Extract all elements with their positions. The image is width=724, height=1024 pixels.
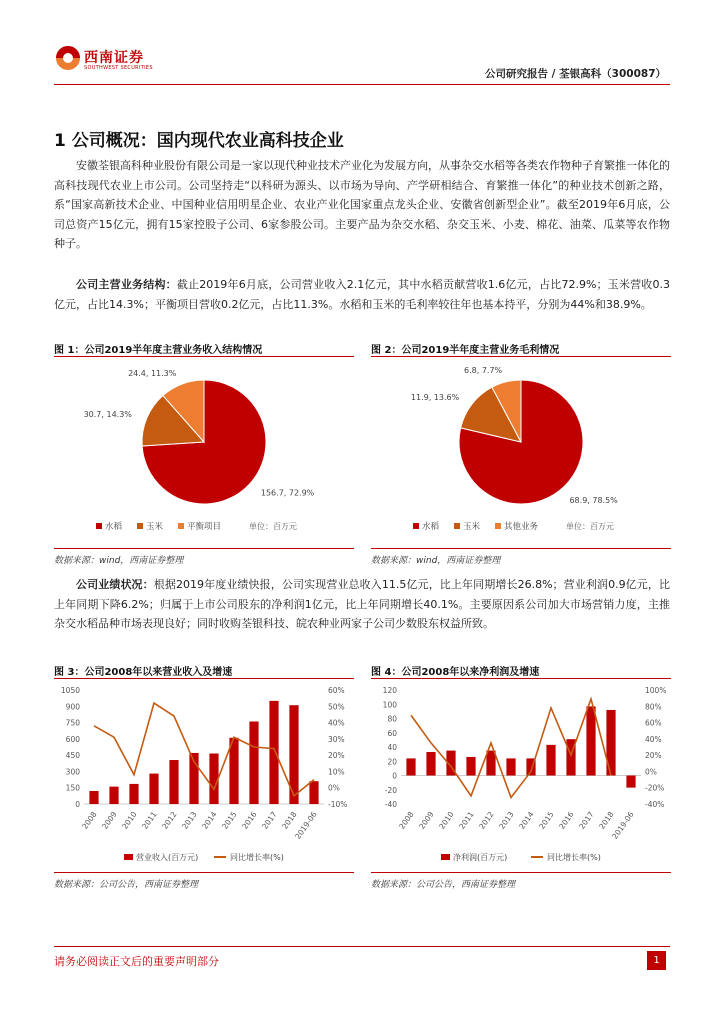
- bar1-x-tick-2: 2010: [120, 809, 139, 831]
- bar2-bar-4: [486, 751, 495, 776]
- figure-2-caption-rule: [371, 356, 671, 357]
- bar2-x-tick-0: 2008: [397, 809, 416, 831]
- bar1-legend-bar-swatch: [124, 854, 133, 860]
- bar2-y-right-tick-2: 0%: [645, 767, 657, 777]
- pie1-data-label-1: 30.7, 14.3%: [83, 409, 132, 419]
- bar1-bar-9: [269, 701, 278, 804]
- bar1-x-tick-5: 2013: [180, 809, 199, 831]
- bar2-bar-11: [626, 776, 635, 788]
- bar2-legend-bar-swatch: [441, 854, 450, 860]
- bar2-y-right-tick-4: 40%: [645, 734, 662, 744]
- section-title: 1 公司概况：国内现代农业高科技企业: [54, 131, 344, 151]
- bar1-bar-11: [309, 781, 318, 804]
- bar1-x-tick-6: 2014: [200, 809, 219, 831]
- bar1-y-left-tick-5: 750: [65, 718, 80, 728]
- bar1-x-tick-9: 2017: [260, 809, 279, 831]
- bar2-x-tick-4: 2012: [477, 809, 496, 831]
- brand-name-en: SOUTHWEST SECURITIES: [84, 65, 153, 71]
- footer-divider: [54, 946, 670, 947]
- bar2-bar-5: [506, 758, 515, 775]
- paragraph-business: [54, 275, 670, 314]
- bar2-y-right-tick-5: 60%: [645, 718, 662, 728]
- pie2-legend-label-0: 水稻: [422, 522, 440, 532]
- figure-2-bottom-rule: [371, 548, 671, 549]
- figure-3-caption: 图 3：公司2008年以来营业收入及增速: [54, 667, 233, 678]
- combo-chart-net-profit: [371, 682, 671, 870]
- pie-chart-revenue: [54, 360, 354, 545]
- bar1-bar-4: [169, 760, 178, 804]
- paragraph-business-lead: 公司主营业务结构：: [76, 278, 177, 291]
- bar1-x-tick-8: 2016: [240, 809, 259, 831]
- paragraph-performance: [54, 575, 670, 634]
- pie1-legend-label-2: 平衡项目: [187, 522, 222, 532]
- bar2-y-left-tick-1: -20: [384, 785, 397, 795]
- bar1-y-left-tick-7: 1050: [60, 686, 80, 695]
- bar1-y-left-tick-6: 900: [65, 702, 80, 712]
- bar1-y-left-tick-2: 300: [65, 767, 80, 777]
- bar2-bar-1: [426, 752, 435, 776]
- bar2-bar-0: [406, 758, 415, 775]
- figure-4-caption: 图 4：公司2008年以来净利润及增速: [371, 667, 540, 678]
- bar2-x-tick-5: 2013: [497, 809, 516, 831]
- bar1-y-right-tick-0: -10%: [328, 800, 348, 809]
- bar2-legend-line-label: 同比增长率(%): [547, 853, 601, 862]
- bar2-y-left-tick-5: 60: [387, 728, 397, 738]
- pie2-unit-label: 单位：百万元: [566, 522, 614, 531]
- pie2-legend-swatch-1: [454, 523, 460, 529]
- header-divider: [54, 84, 670, 85]
- bar2-y-left-tick-0: -40: [384, 800, 397, 809]
- bar2-x-tick-7: 2015: [537, 809, 556, 831]
- bar1-bar-2: [129, 784, 138, 804]
- pie2-data-label-1: 11.9, 13.6%: [410, 392, 460, 402]
- bar2-bar-3: [466, 757, 475, 776]
- figure-3-caption-rule: [54, 678, 354, 679]
- bar2-y-right-tick-3: 20%: [645, 751, 662, 761]
- bar2-bar-7: [546, 745, 555, 776]
- bar1-x-tick-7: 2015: [220, 809, 239, 831]
- bar1-y-left-tick-3: 450: [65, 751, 80, 761]
- bar2-growth-line: [411, 699, 611, 798]
- paragraph-performance-text: 根据2019年度业绩快报，公司实现营业总收入11.5亿元，比上年同期增长26.8%；营业利润0.9亿元，比上年同期下降6.2%；归属于上市公司股东的净利润1亿元，比上年同期增长40.1%。主要原因系公司加大市场营销力度，主推杂交水稻品种市场表现良好；同时收购荃银科技、皖农种业两家子公司少数股东权益所致。: [54, 578, 671, 630]
- bar1-y-right-tick-4: 30%: [328, 734, 345, 744]
- bar1-x-tick-10: 2018: [280, 809, 299, 831]
- paragraph-performance-lead: 公司业绩状况：: [76, 578, 154, 591]
- page-number: 1: [647, 951, 666, 970]
- figure-3-bottom-rule: [54, 872, 354, 873]
- bar2-y-right-tick-0: -40%: [645, 800, 665, 809]
- bar2-x-tick-6: 2014: [517, 809, 536, 831]
- pie1-data-label-2: 24.4, 11.3%: [128, 368, 177, 378]
- bar1-y-right-tick-5: 40%: [328, 718, 345, 728]
- bar2-x-tick-2: 2010: [437, 809, 456, 831]
- bar2-y-left-tick-4: 40: [387, 743, 397, 752]
- figure-3-source: 数据来源：公司公告，西南证券整理: [54, 880, 199, 890]
- figure-2-caption: 图 2：公司2019半年度主营业务毛利情况: [371, 345, 560, 356]
- bar1-y-left-tick-1: 150: [65, 783, 80, 793]
- pie1-data-label-0: 156.7, 72.9%: [260, 488, 315, 498]
- footer-disclaimer: 请务必阅读正文后的重要声明部分: [54, 955, 219, 968]
- bar1-y-left-tick-4: 600: [65, 734, 80, 744]
- bar1-x-tick-3: 2011: [140, 809, 159, 831]
- bar1-y-right-tick-3: 20%: [328, 751, 345, 761]
- paragraph-overview-text: 安徽荃银高科种业股份有限公司是一家以现代种业技术产业化为发展方向，从事杂交水稻等各类农作物种子育繁推一体化的高科技现代农业上市公司。公司坚持走“以科研为源头、以市场为导向、产学研相结合、育繁推一体化”的种业技术创新之路，系“国家高新技术企业、中国种业信用明星企业、农业产业化国家重点龙头企业、安徽省创新型企业”。截至2019年6月底，公司总资产15亿元，拥有15家控股子公司、6家参股公司。主要产品为杂交水稻、杂交玉米、小麦、棉花、油菜、瓜菜等农作物种子。: [54, 159, 670, 250]
- bar2-x-tick-9: 2017: [577, 809, 596, 831]
- pie1-legend-label-1: 玉米: [146, 522, 164, 532]
- bar2-x-tick-3: 2011: [457, 809, 476, 831]
- bar1-bar-8: [249, 721, 258, 804]
- bar2-bar-9: [586, 706, 595, 775]
- bar2-y-right-tick-6: 80%: [645, 702, 662, 712]
- report-label: 公司研究报告 / 荃银高科（300087）: [485, 68, 666, 80]
- figure-1-caption: 图 1：公司2019半年度主营业务收入结构情况: [54, 345, 263, 356]
- bar1-legend-bar-label: 营业收入(百万元): [136, 853, 199, 862]
- bar1-x-tick-1: 2009: [100, 809, 119, 831]
- bar2-x-tick-8: 2016: [557, 809, 576, 831]
- bar1-y-right-tick-6: 50%: [328, 702, 345, 712]
- bar2-x-tick-10: 2018: [597, 809, 616, 831]
- bar2-y-left-tick-8: 120: [382, 686, 397, 695]
- bar1-x-tick-11: 2019-06: [293, 809, 319, 841]
- bar2-y-left-tick-7: 100: [382, 700, 397, 710]
- figure-4-caption-rule: [371, 678, 671, 679]
- figure-4-bottom-rule: [371, 872, 671, 873]
- bar1-bar-3: [149, 774, 158, 804]
- pie-chart-gross-profit: [371, 360, 671, 545]
- bar1-x-tick-0: 2008: [80, 809, 99, 831]
- pie2-data-label-0: 68.9, 78.5%: [569, 495, 618, 505]
- pie2-legend-swatch-0: [413, 523, 419, 529]
- figure-4-source: 数据来源：公司公告，西南证券整理: [371, 880, 516, 890]
- brand-name: 西南证券: [84, 50, 144, 66]
- bar1-growth-line: [94, 703, 314, 796]
- pie1-legend-swatch-2: [178, 523, 184, 529]
- bar1-bar-0: [89, 791, 98, 804]
- paragraph-overview: [54, 156, 670, 254]
- brand-logo-icon: [54, 44, 82, 72]
- bar2-x-tick-1: 2009: [417, 809, 436, 831]
- figure-1-bottom-rule: [54, 548, 354, 549]
- bar1-y-right-tick-1: 0%: [328, 783, 340, 793]
- bar1-x-tick-4: 2012: [160, 809, 179, 831]
- bar2-y-left-tick-2: 0: [392, 771, 397, 781]
- figure-2-source: 数据来源：wind，西南证券整理: [371, 556, 501, 566]
- pie1-legend-swatch-1: [137, 523, 143, 529]
- combo-chart-revenue: [54, 682, 354, 870]
- bar2-y-left-tick-6: 80: [387, 714, 397, 724]
- bar1-legend-line-label: 同比增长率(%): [230, 853, 284, 862]
- bar2-x-tick-11: 2019-06: [610, 809, 636, 841]
- paragraph-business-text: 截止2019年6月底，公司营业收入2.1亿元，其中水稻贡献营收1.6亿元，占比72.9%；玉米营收0.3亿元，占比14.3%；平衡项目营收0.2亿元，占比11.3%。水稻和玉米的毛利率较往年也基本持平，分别为44%和38.9%。: [54, 278, 670, 311]
- figure-1-caption-rule: [54, 356, 354, 357]
- pie2-data-label-2: 6.8, 7.7%: [464, 366, 503, 376]
- pie2-legend-swatch-2: [495, 523, 501, 529]
- bar2-legend-bar-label: 净利润(百万元): [453, 853, 508, 862]
- pie2-legend-label-2: 其他业务: [504, 522, 539, 532]
- pie1-legend-swatch-0: [96, 523, 102, 529]
- bar1-y-right-tick-7: 60%: [328, 686, 345, 695]
- bar2-y-right-tick-7: 100%: [645, 686, 667, 695]
- bar1-bar-1: [109, 787, 118, 804]
- pie2-legend-label-1: 玉米: [463, 522, 481, 532]
- pie1-legend-label-0: 水稻: [105, 522, 123, 532]
- bar1-y-left-tick-0: 0: [75, 800, 80, 809]
- brand-logo: [54, 44, 82, 72]
- bar2-y-left-tick-3: 20: [387, 757, 397, 767]
- pie1-unit-label: 单位：百万元: [249, 522, 297, 531]
- bar1-y-right-tick-2: 10%: [328, 767, 345, 777]
- figure-1-source: 数据来源：wind，西南证券整理: [54, 556, 184, 566]
- bar2-y-right-tick-1: -20%: [645, 783, 665, 793]
